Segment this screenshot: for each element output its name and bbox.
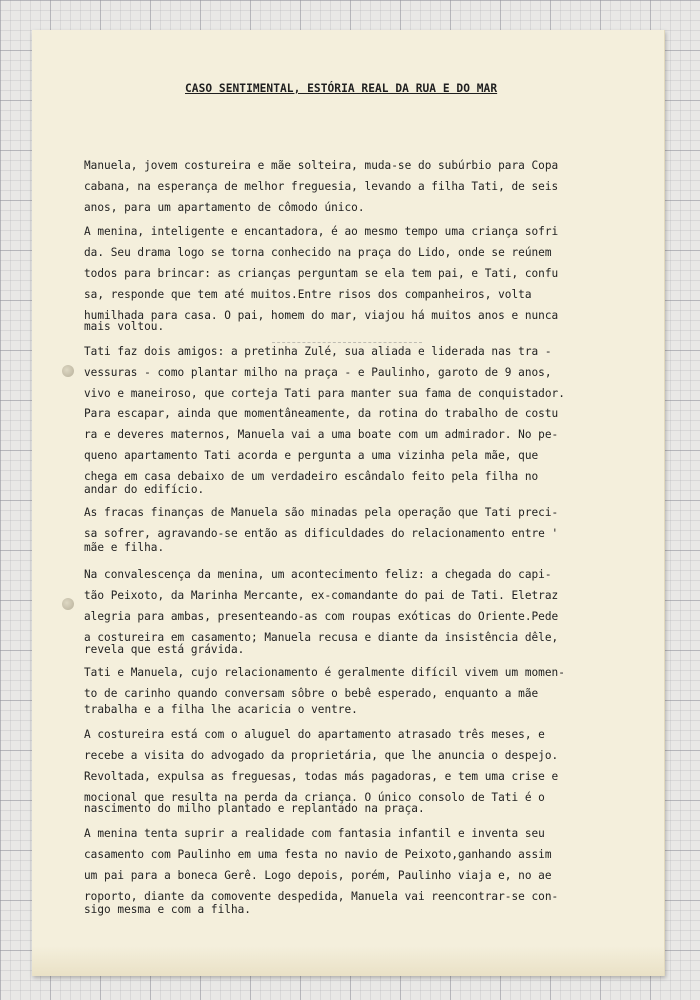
text-line: ra e deveres maternos, Manuela vai a uma boate com um admirador. No pe- <box>84 428 559 441</box>
text-line: mãe e filha. <box>84 541 165 554</box>
text-line: um pai para a boneca Gerê. Logo depois, porém, Paulinho viaja e, no ae <box>84 869 552 882</box>
text-line: casamento com Paulinho em uma festa no navio de Peixoto,ganhando assim <box>84 848 552 861</box>
text-line: todos para brincar: as crianças perguntam se ela tem pai, e Tati, confu <box>84 267 559 280</box>
text-line: mais voltou. <box>84 320 165 333</box>
text-line: Na convalescença da menina, um acontecimento feliz: a chegada do capi- <box>84 568 552 581</box>
text-line: A menina, inteligente e encantadora, é ao mesmo tempo uma criança sofri <box>84 225 559 238</box>
text-line: vivo e maneiroso, que corteja Tati para manter sua fama de conquistador. <box>84 387 565 400</box>
text-line: recebe a visita do advogado da proprietária, que lhe anuncia o despejo. <box>84 749 559 762</box>
text-line: roporto, diante da comovente despedida, Manuela vai reencontrar-se con- <box>84 890 559 903</box>
text-line: Tati e Manuela, cujo relacionamento é geralmente difícil vivem um momen- <box>84 666 565 679</box>
text-line: Revoltada, expulsa as freguesas, todas más pagadoras, e tem uma crise e <box>84 770 559 783</box>
text-line: A costureira está com o aluguel do apartamento atrasado três meses, e <box>84 728 545 741</box>
text-line: a costureira em casamento; Manuela recusa e diante da insistência dêle, <box>84 631 559 644</box>
text-line: humilhada para casa. O pai, homem do mar, viajou há muitos anos e nunca <box>84 309 559 322</box>
document-title: CASO SENTIMENTAL, ESTÓRIA REAL DA RUA E DO MAR <box>185 82 498 95</box>
text-line: anos, para um apartamento de cômodo único. <box>84 201 365 214</box>
punch-hole <box>62 598 74 610</box>
text-line: alegria para ambas, presenteando-as com roupas exóticas do Oriente.Pede <box>84 610 559 623</box>
text-line: queno apartamento Tati acorda e pergunta a uma vizinha pela mãe, que <box>84 449 539 462</box>
text-line: trabalha e a filha lhe acaricia o ventre. <box>84 703 358 716</box>
text-line: Para escapar, ainda que momentâneamente, da rotina do trabalho de costu <box>84 407 559 420</box>
text-line: Tati faz dois amigos: a pretinha Zulé, sua aliada e liderada nas tra - <box>84 345 552 358</box>
text-line: da. Seu drama logo se torna conhecido na praça do Lido, onde se reúnem <box>84 246 552 259</box>
text-line: cabana, na esperança de melhor freguesia, levando a filha Tati, de seis <box>84 180 559 193</box>
text-line: sa, responde que tem até muitos.Entre risos dos companheiros, volta <box>84 288 532 301</box>
text-line: andar do edifício. <box>84 483 205 496</box>
text-line: Manuela, jovem costureira e mãe solteira, muda-se do subúrbio para Copa <box>84 159 559 172</box>
text-line: mocional que resulta na perda da criança. O único consolo de Tati é o <box>84 791 545 804</box>
text-line: A menina tenta suprir a realidade com fantasia infantil e inventa seu <box>84 827 545 840</box>
punch-hole <box>62 365 74 377</box>
text-line: sigo mesma e com a filha. <box>84 903 251 916</box>
text-line: tão Peixoto, da Marinha Mercante, ex-comandante do pai de Tati. Eletraz <box>84 589 559 602</box>
text-line: revela que está grávida. <box>84 643 245 656</box>
text-line: nascimento do milho plantado e replantado na praça. <box>84 802 425 815</box>
text-line: vessuras - como plantar milho na praça - e Paulinho, garoto de 9 anos, <box>84 366 552 379</box>
text-line: chega em casa debaixo de um verdadeiro escândalo feito pela filha no <box>84 470 539 483</box>
text-line: to de carinho quando conversam sôbre o bebê esperado, enquanto a mãe <box>84 687 539 700</box>
text-line: sa sofrer, agravando-se então as dificuldades do relacionamento entre ' <box>84 527 559 540</box>
text-line: As fracas finanças de Manuela são minadas pela operação que Tati preci- <box>84 506 559 519</box>
